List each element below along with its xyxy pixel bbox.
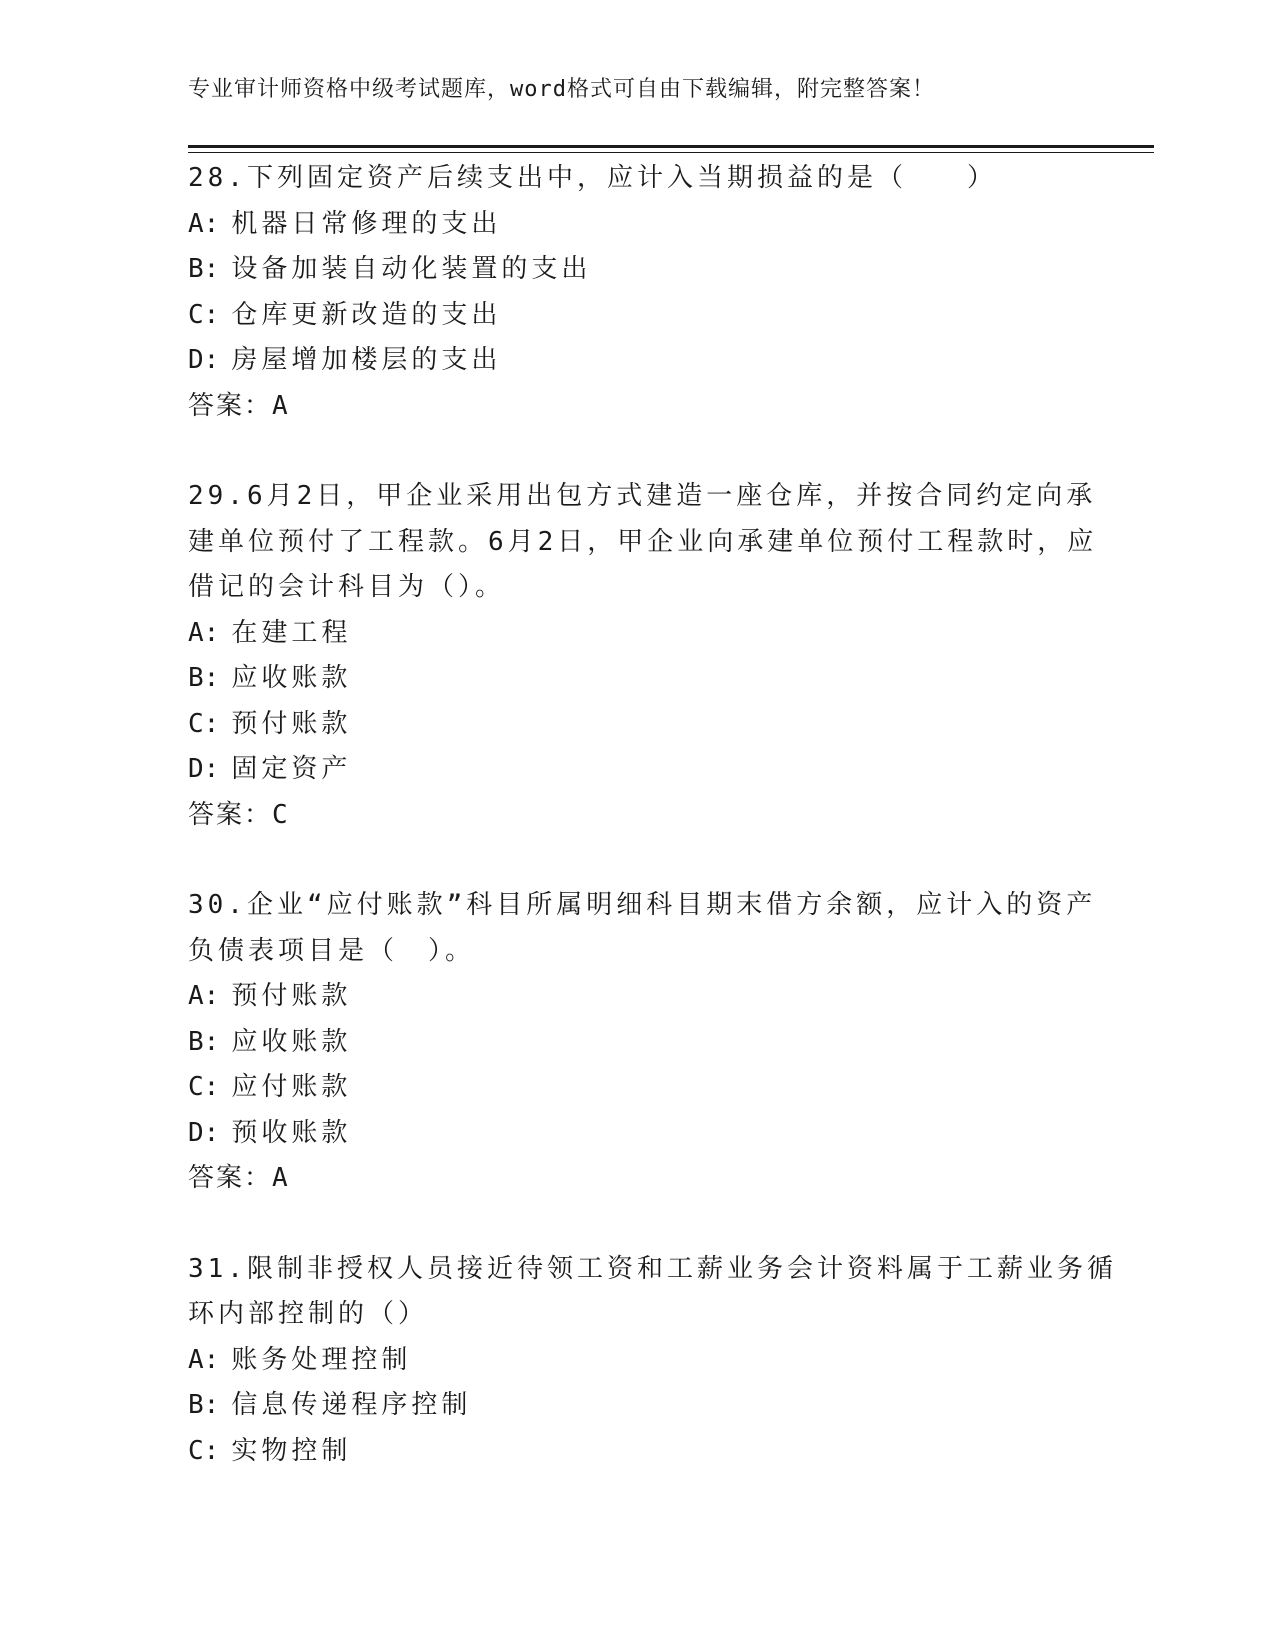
- option-key: D:: [188, 1117, 220, 1148]
- answer: 答案：C: [188, 799, 290, 830]
- option-key: A:: [188, 1344, 220, 1375]
- option-key: D:: [188, 345, 220, 375]
- option-key: C:: [188, 1435, 220, 1466]
- option-b: [188, 656, 1088, 702]
- option-text: 固定资产: [231, 754, 352, 784]
- option-text: 机器日常修理的支出: [231, 208, 502, 239]
- option-text: 房屋增加楼层的支出: [231, 345, 502, 375]
- option-d: [188, 1111, 1088, 1157]
- option-text: 预付账款: [231, 708, 352, 739]
- question-list: [188, 156, 1117, 1474]
- option-text: 在建工程: [231, 617, 352, 648]
- question-31: [188, 1247, 1117, 1475]
- option-a: [188, 611, 1088, 657]
- question-29: [188, 474, 1098, 838]
- option-key: A:: [188, 208, 220, 239]
- option-text: 信息传递程序控制: [231, 1390, 472, 1420]
- option-b: [188, 1383, 1088, 1429]
- header-rule-thick: [188, 145, 1154, 148]
- option-key: A:: [188, 981, 220, 1011]
- option-text: 账务处理控制: [231, 1344, 412, 1375]
- option-c: [188, 293, 1088, 339]
- option-c: [188, 1429, 1088, 1475]
- option-key: C:: [188, 1072, 220, 1102]
- option-text: 设备加装自动化装置的支出: [231, 254, 592, 284]
- option-key: C:: [188, 708, 220, 739]
- option-key: B:: [188, 1026, 220, 1057]
- question-text: 环内部控制的（）: [188, 1299, 429, 1329]
- option-text: 实物控制: [231, 1435, 352, 1466]
- option-key: B:: [188, 1390, 220, 1420]
- question-text: 借记的会计科目为（）。: [188, 572, 506, 602]
- option-b: [188, 247, 1088, 293]
- option-a: [188, 974, 1088, 1020]
- option-text: 预付账款: [231, 981, 352, 1011]
- option-key: C:: [188, 299, 220, 330]
- option-text: 预收账款: [231, 1117, 352, 1148]
- option-text: 仓库更新改造的支出: [231, 299, 502, 330]
- option-key: B:: [188, 663, 220, 693]
- option-a: [188, 1338, 1088, 1384]
- question-28: [188, 156, 1088, 429]
- answer: 答案：A: [188, 1163, 290, 1193]
- question-text: 负债表项目是（ ）。: [188, 935, 476, 966]
- question-text: 建单位预付了工程款。6月2日，甲企业向承建单位预付工程款时，应: [188, 526, 1098, 557]
- option-b: [188, 1020, 1088, 1066]
- page-header: 专业审计师资格中级考试题库，word格式可自由下载编辑，附完整答案！: [188, 77, 935, 102]
- option-text: 应收账款: [231, 663, 352, 693]
- option-key: B:: [188, 254, 220, 284]
- question-30: [188, 883, 1097, 1202]
- question-text: 30.企业“应付账款”科目所属明细科目期末借方余额，应计入的资产: [188, 890, 1097, 920]
- question-text: 31.限制非授权人员接近待领工资和工薪业务会计资料属于工薪业务循: [188, 1253, 1117, 1284]
- answer: 答案：A: [188, 390, 290, 421]
- option-c: [188, 702, 1088, 748]
- option-key: A:: [188, 617, 220, 648]
- option-key: D:: [188, 754, 220, 784]
- option-a: [188, 202, 1088, 248]
- option-d: [188, 338, 1088, 384]
- header-rule-thin: [188, 152, 1154, 153]
- option-d: [188, 747, 1088, 793]
- question-text: 28.下列固定资产后续支出中，应计入当期损益的是（ ）: [188, 163, 997, 193]
- option-c: [188, 1065, 1088, 1111]
- option-text: 应收账款: [231, 1026, 352, 1057]
- option-text: 应付账款: [231, 1072, 352, 1102]
- question-text: 29.6月2日，甲企业采用出包方式建造一座仓库，并按合同约定向承: [188, 481, 1097, 511]
